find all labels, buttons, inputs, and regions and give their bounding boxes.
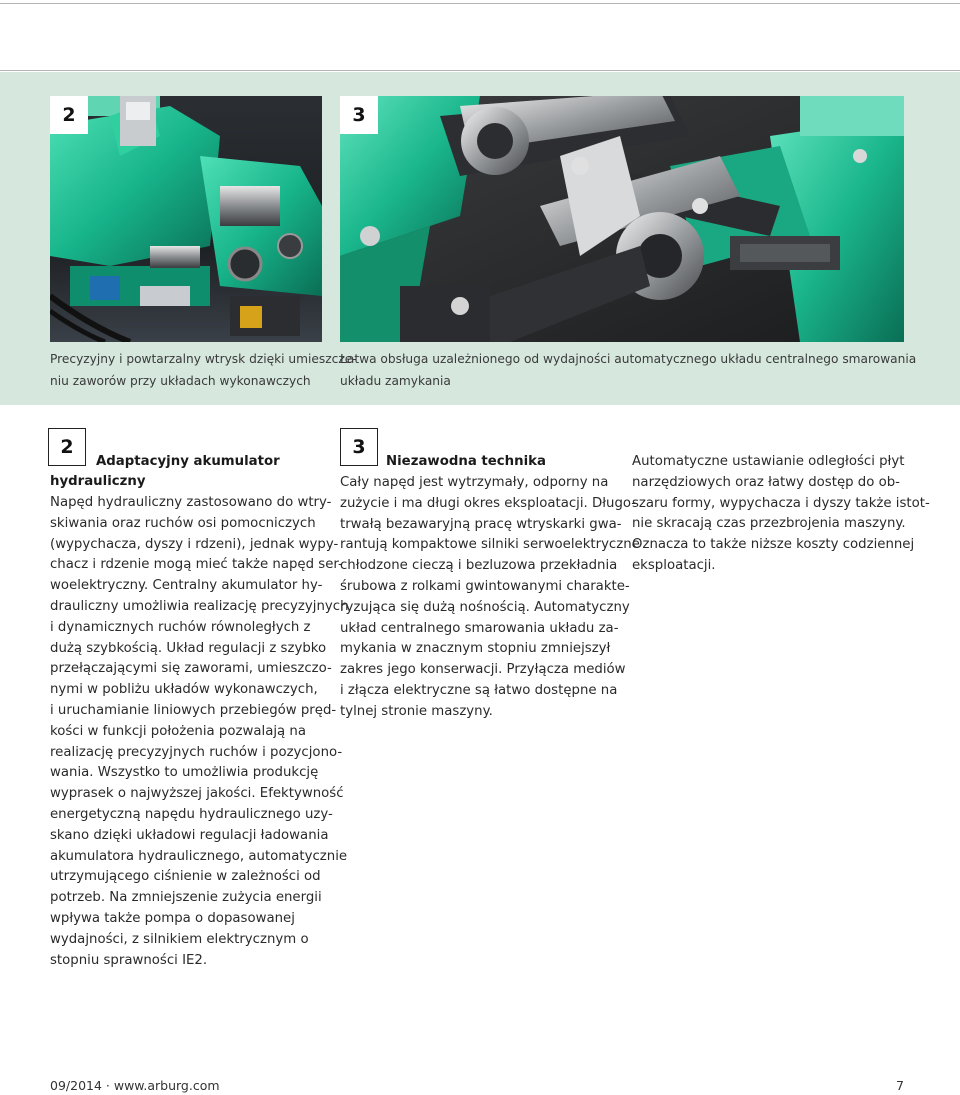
section-number-box: 3 [340, 428, 378, 466]
section-heading: Niezawodna technika [386, 454, 546, 469]
photo-caption: Łatwa obsługa uzależnionego od wydajności automatycznego układu centralnego smarowania układu zamykania [340, 352, 917, 388]
section-number-box: 2 [48, 428, 86, 466]
section-body: Automatyczne ustawianie odległości płyt narzędziowych oraz łatwy dostęp do ob- szaru formy, wypychacza i dyszy także istot- nie skracają czas przezbrojenia maszyny. Oznacza to także niższe koszty codziennej eksploatacji. [632, 454, 930, 573]
photo-injection-unit [50, 96, 322, 342]
header-rule [0, 70, 960, 71]
photo-caption: Precyzyjny i powtarzalny wtrysk dzięki umieszcze- niu zaworów przy układach wykonawczych [50, 352, 357, 388]
section-body: Cały napęd jest wytrzymały, odporny na zużycie i ma długi okres eksploatacji. Długo- trwałą bezawaryjną pracę wtryskarki gwa- rantują kompaktowe silniki serwoelektryczne chłodzone cieczą i bezluzowa przekładnia śrubowa z rolkami gwintowanymi charakte- ryzująca się dużą nośnością. Automatyczny układ centralnego smarowania układu za- mykania w znacznym stopniu zmniejszył zakres jego konserwacji. Przyłącza mediów i złącza elektryczne są łatwo dostępne na tylnej stronie maszyny. [340, 475, 640, 719]
top-rule [0, 3, 960, 4]
photo-number-badge: 3 [340, 96, 378, 134]
photo-clamping-unit [340, 96, 904, 342]
footer-url: 09/2014 · www.arburg.com [50, 1078, 220, 1093]
section-body: Napęd hydrauliczny zastosowano do wtry- skiwania oraz ruchów osi pomocniczych (wypychacza, dyszy i rdzeni), jednak wypy- chacz i rdzenie mogą mieć także napęd ser- woelektryczny. Centralny akumulator hy- drauliczny umożliwia realizację precyzyjnych i dynamicznych ruchów równoległych z dużą szybkością. Układ regulacji z szybko przełączającymi się zaworami, umieszczo- nymi w pobliżu układów wykonawczych, i uruchamianie liniowych przebiegów pręd- kości w funkcji położenia pozwalają na realizację precyzyjnych ruchów i pozycjono- wania. Wszystko to umożliwia produkcję wyprasek o najwyższej jakości. Efektywność energetyczną napędu hydraulicznego uzy- skano dzięki układowi regulacji ładowania akumulatora hydraulicznego, automatycznie utrzymującego ciśnienie w zależności od potrzeb. Na zmniejszenie zużycia energii wpływa także pompa o dopasowanej wydajności, z silnikiem elektrycznym o stopniu sprawności IE2. [50, 495, 349, 968]
photo-number-badge: 2 [50, 96, 88, 134]
page-number: 7 [896, 1078, 904, 1093]
section-heading-cont: hydrauliczny [50, 474, 146, 489]
section-heading: Adaptacyjny akumulator [96, 454, 280, 469]
